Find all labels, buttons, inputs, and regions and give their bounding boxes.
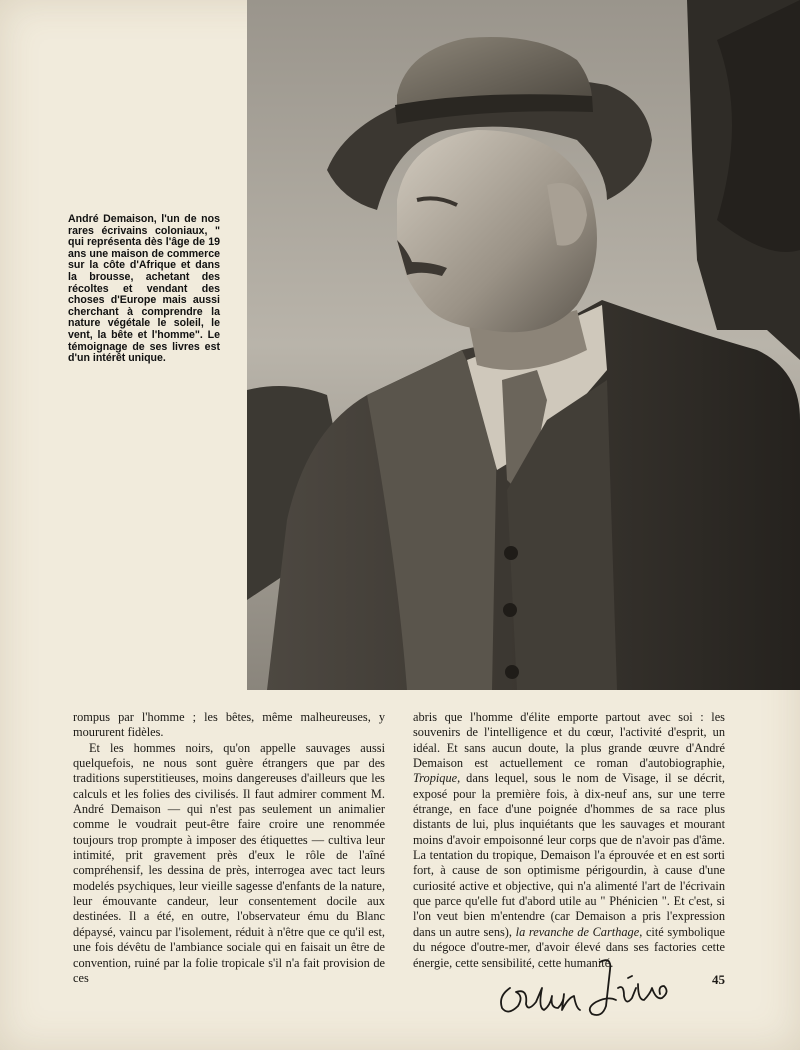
photo-caption: André Demaison, l'un de nos rares écrivains coloniaux, " qui représenta dès l'âge de 19 ans une maison de commerce sur la côte d'Afrique et dans la brousse, achetant des récoltes et vendant des choses d'Europe mais aussi cherchant à comprendre la nature végétale le soleil, le vent, la bête et l'homme". Le témoignage de ses livres est d'un intérêt unique. <box>68 213 220 365</box>
paragraph-right-1 <box>413 710 725 971</box>
text-run: abris que l'homme d'élite emporte partout avec soi : les souvenirs de l'intelligence et du cœur, l'activité d'esprit, un idéal. Et sans aucun doute, la plus grande œuvre d'André Demaison est actuellement ce roman d'autobiographie, <box>413 710 725 771</box>
book-title-revanche: la revanche de Carthage <box>515 924 640 939</box>
book-title-tropique: Tropique <box>413 771 458 786</box>
portrait-photo <box>247 0 800 690</box>
article-column-left <box>73 710 385 986</box>
page-number: 45 <box>712 972 725 987</box>
text-run: , dans lequel, sous le nom de Visage, il se décrit, exposé pour la première fois, à dix-neuf ans, sur une terre étrange, en face d'une poignée d'hommes de sa race plus distants de lui, plus inquiétants que les sauvages et mourant moins d'avoir empoisonné leur corps que de n'avoir pas d'âme. La tentation du tropique, Demaison l'a éprouvée et en est sorti fort, à cause de son optimisme périgourdin, à cause d'une curiosité active et objective, qui n'a alimenté l'art de l'écrivain que parce qu'elle fut d'abord utile au " Phénicien ". Et c'est, si l'on veut bien m'entendre (car Demaison a pris l'expression dans un autre sens), <box>413 771 725 939</box>
text-run: , cité symbolique du négoce d'outre-mer, d'avoir élevé dans ses factories cette énergie, cette sensibilité, cette humanité. <box>413 924 725 970</box>
paragraph-left-1: rompus par l'homme ; les bêtes, même malheureuses, y moururent fidèles. <box>73 710 385 740</box>
handwritten-signature <box>488 948 688 1033</box>
paragraph-left-2: Et les hommes noirs, qu'on appelle sauvages aussi quelquefois, ne nous sont guère étrangers que par des traditions superstitieuses, moins dangereuses d'ailleurs que les calculs et les folies des civilisés. Il faut admirer comment M. André Demaison — qui n'est pas seulement un animalier comme le voudrait peut-être faire croire une renommée toujours trop prompte à imposer des étiquettes — cultiva leur intimité, prit gravement près d'eux le rôle de l'aîné compréhensif, les dessina de près, interrogea avec tact leurs modelés psychiques, leur vieille sagesse d'enfants de la nature, leur émouvante candeur, leur consentement docile aux destinées. Il a été, en outre, l'observateur ému du Blanc dépaysé, vaincu par l'isolement, réduit à n'être que ce qu'il est, une fois dévêtu de l'ambiance sociale qui en faisait un être de convention, ruiné par la folie tropicale s'il n'a fait provision de ces <box>73 740 385 985</box>
article-column-right <box>413 710 725 971</box>
